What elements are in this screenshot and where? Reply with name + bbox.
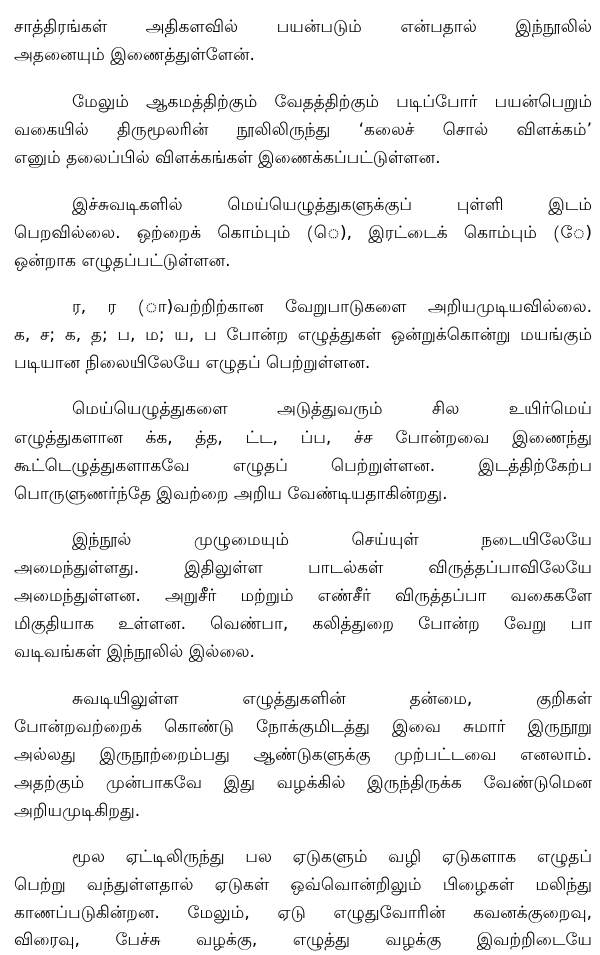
paragraph-5-line-2: எழுத்துகளான க்க, த்த, ட்ட, ப்ப, ச்ச போன்றவை இணைந்து (14, 428, 592, 448)
paragraph-6-line-3: அமைந்துள்ளன. அறுசீர் மற்றும் எண்சீர் விருத்தப்பா வகைகளே (14, 586, 592, 606)
paragraph-8-line-1: மூல ஏட்டிலிருந்து பல ஏடுகளும் வழி ஏடுகளாக எழுதப் (72, 847, 592, 867)
paragraph-4-line-3: படியான நிலையிலேயே எழுதப் பெற்றுள்ளன. (14, 353, 371, 373)
paragraph-2-line-2: வகையில் திருமூலரின் நூலிலிருந்து ‘கலைச் சொல் விளக்கம்’ (14, 120, 592, 140)
paragraph-8-line-2: பெற்று வந்துள்ளதால் ஏடுகள் ஒவ்வொன்றிலும் பிழைகள் மலிந்து (14, 875, 592, 895)
paragraph-6-line-4: மிகுதியாக உள்ளன. வெண்பா, கலித்துறை போன்ற வேறு பா (14, 614, 592, 634)
paragraph-3-line-2: பெறவில்லை. ஒற்றைக் கொம்பும் (ெ), இரட்டைக் கொம்பும் (ே) (14, 223, 592, 243)
paragraph-7-line-5: அறியமுடிகிறது. (14, 801, 141, 821)
paragraph-7-line-3: அல்லது இருநூற்றைம்பது ஆண்டுகளுக்கு முற்பட்டவை எனலாம். (14, 745, 592, 765)
paragraph-1-line-1: சாத்திரங்கள் அதிகளவில் பயன்படும் என்பதால் இந்நூலில் (14, 17, 592, 37)
paragraph-6-line-1: இந்நூல் முழுமையும் செய்யுள் நடையிலேயே (72, 530, 592, 550)
paragraph-3-line-1: இச்சுவடிகளில் மெய்யெழுத்துகளுக்குப் புள்ளி இடம் (72, 195, 592, 215)
paragraph-2-line-3: எனும் தலைப்பில் விளக்கங்கள் இணைக்கப்பட்டுள்ளன. (14, 148, 441, 168)
paragraph-6-line-5: வடிவங்கள் இந்நூலில் இல்லை. (14, 642, 255, 662)
paragraph-6-line-2: அமைந்துள்ளது. இதிலுள்ள பாடல்கள் விருத்தப்பாவிலேயே (14, 558, 592, 578)
paragraph-4-line-1: ர, ர (ா)வற்றிற்கான வேறுபாடுகளை அறியமுடியவில்லை. (72, 297, 592, 317)
paragraph-8-line-4: விரைவு, பேச்சு வழக்கு, எழுத்து வழக்கு இவற்றிடையே (14, 930, 592, 950)
paragraph-8-line-3: காணப்படுகின்றன. மேலும், ஏடு எழுதுவோரின் கவனக்குறைவு, (14, 903, 592, 923)
paragraph-5-line-1: மெய்யெழுத்துகளை அடுத்துவரும் சில உயிர்மெய் (72, 399, 592, 419)
paragraph-4-line-2: க, ச; க, த; ப, ம; ய, ப போன்ற எழுத்துகள் ஒன்றுக்கொன்று மயங்கும் (14, 325, 592, 345)
paragraph-7-line-4: அதற்கும் முன்பாகவே இது வழக்கில் இருந்திருக்க வேண்டுமென (14, 773, 592, 793)
paragraph-3-line-3: ஒன்றாக எழுதப்பட்டுள்ளன. (14, 251, 231, 271)
paragraph-5-line-3: கூட்டெழுத்துகளாகவே எழுதப் பெற்றுள்ளன. இடத்திற்கேற்ப (14, 456, 592, 476)
paragraph-2-line-1: மேலும் ஆகமத்திற்கும் வேதத்திற்கும் படிப்போர் பயன்பெறும் (72, 92, 592, 112)
paragraph-7-line-2: போன்றவற்றைக் கொண்டு நோக்குமிடத்து இவை சுமார் இருநூறு (14, 717, 592, 737)
paragraph-1-line-2: அதனையும் இணைத்துள்ளேன். (14, 45, 255, 65)
paragraph-5-line-4: பொருளுணர்ந்தே இவற்றை அறிய வேண்டியதாகின்றது. (14, 484, 448, 504)
paragraph-7-line-1: சுவடியிலுள்ள எழுத்துகளின் தன்மை, குறிகள் (72, 689, 592, 709)
